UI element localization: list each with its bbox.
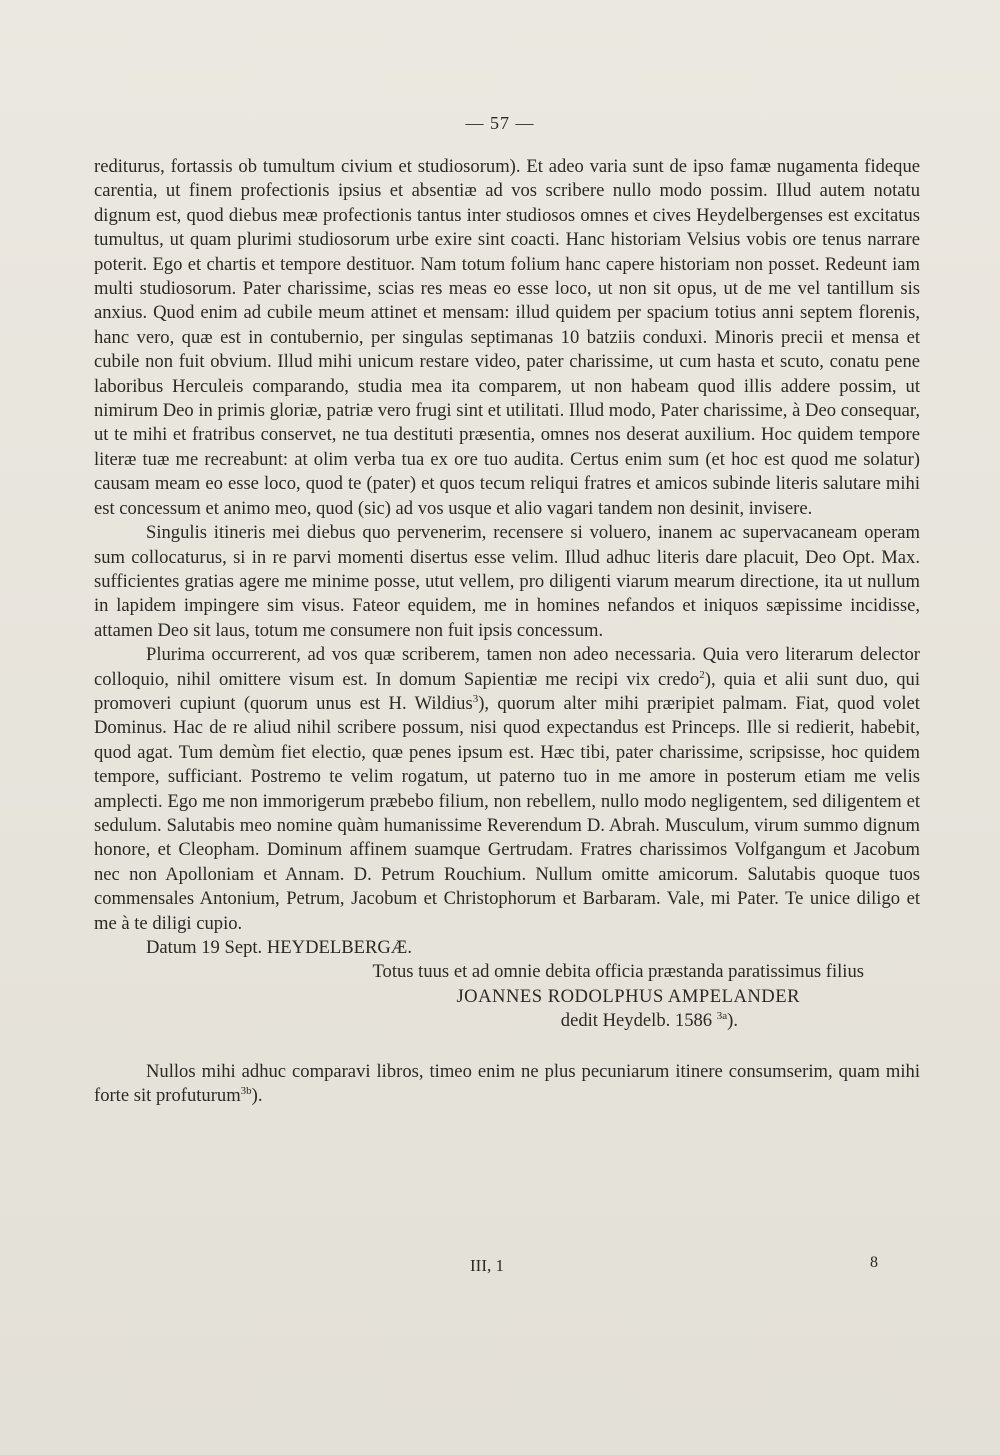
author-name: JOANNES RODOLPHUS AMPELANDER [456, 985, 800, 1007]
signature-block [94, 960, 920, 1033]
paragraph-2: Singulis itineris mei diebus quo pervenerim, recensere si voluero, inanem ac supervacaneam operam sum collocaturus, si in re parvi momenti disertus esse velim. Illud adhuc literis dare placuit, Deo Opt. Max. sufficientes gratias agere me minime posse, utut vellem, pro diligenti viarum mearum directione, ita ut nullum in lapidem impingere sim visus. Fateor equidem, me in homines nefandos et iniquos sæpissime incidisse, attamen Deo sit laus, totum me consumere non fuit ipsis concessum. [94, 522, 920, 641]
letter-date: Datum 19 Sept. HEYDELBERGÆ. [146, 937, 412, 958]
paragraph-1: rediturus, fortassis ob tumultum civium et studiosorum). Et adeo varia sunt de ipso famæ nugamenta fideque carentia, ut finem profectionis ipsius et absentiæ ad vos scribere nullo modo possim. Illud autem notatu dignum est, quod diebus meæ profectionis tantus inter studiosos omnes et cives Heydelbergenses est excitatus tumultus, ut quam plurimi studiosorum urbe exire sint coacti. Hanc historiam Velsius vobis ore tenus narrare poterit. Ego et chartis et tempore destituor. Nam totum folium hanc capere historiam non posset. Redeunt iam multi studiosorum. Pater charissime, scias res meas eo esse loco, ut non sit opus, ut de me vel tantillum sis anxius. Quod enim ad cubile meum attinet et mensam: illud quidem per spacium totius anni septem florenis, hanc vero, quæ est in contubernio, per singulas septimanas 10 batziis conduxi. Minoris precii et mensa et cubile non fuit obvium. Illud mihi unicum restare video, pater charissime, ut cum hasta et scuto, conatu pene laboribus Herculeis comparando, studia mea ita comparem, ut non habeam quod illis addere possim, ut nimirum Deo in primis gloriæ, patriæ vero frugi sint et utilitati. Illud modo, Pater charissime, à Deo consequar, ut te mihi et fratribus conservet, ne tua destituti præsentia, omnes nos deserat auxilium. Hoc quidem tempore literæ tuæ me recreabunt: at olim verba tua ex ore tuo audita. Certus enim sum (et hoc est quod me solatur) causam meam eo esse loco, quod te (pater) et quos tecum reliqui fratres et amicos subinde literis salutare mihi est concessum et animo meo, quod (sic) ad vos usque et alio vagari tandem non desinit, invisere. [94, 156, 920, 519]
page-number: — 57 — [465, 113, 535, 133]
postscript: Nullos mihi adhuc comparavi libros, timeo enim ne plus pecuniarum itinere consumserim, quam mihi forte sit profuturum$^{3b}$). [94, 1060, 920, 1107]
signoff-line: Totus tuus et ad omnie debita officia præstanda paratissimus filius [372, 961, 864, 983]
paragraph-3: Plurima occurrerent, ad vos quæ scriberem, tamen non adeo necessaria. Quia vero literarum delector colloquio, nihil omittere visum est. In domum Sapientiæ me recipi vix credo$^2$), quia et alii sunt duo, qui promoveri cupiunt (quorum unus est H. Wildius$^3$), quorum alter mihi præripiet palmam. Fiat, quod volet Dominus. Hac de re aliud nihil scribere possum, nisi quod expectandus est Princeps. Ille si redierit, habebit, quod agat. Tum demùm fiet electio, quæ penes ipsum est. Hæc tibi, pater charissime, scripsisse, hoc quidem tempore, sufficiant. Postremo te velim rogatum, ut paterno tuo in me amore in posterum etiam me velis amplecti. Ego me non immorigerum præbebo filium, non rebellem, nullo modo negligentem, sed diligentem et sedulum. Salutabis meo nomine quàm humanissime Reverendum D. Abrah. Musculum, virum summo dignum honore, et Cleopham. Dominum affinem suamque Gertrudam. Fratres charissimos Volfgangum et Jacobum nec non Apolloniam et Annam. D. Petrum Rouchium. Nullum omitte amicorum. Salutabis quoque tuos commensales Antonium, Petrum, Jacobum et Christophorum et Barbaram. Vale, mi Pater. Te unice diligo et me à te diligi cupio. [94, 644, 920, 934]
letter-body [94, 155, 920, 1108]
footnote-mark: 2 [699, 668, 705, 681]
signature-mark: III, 1 [470, 1256, 504, 1275]
footnote-mark: 3 [472, 692, 479, 705]
sheet-number: 8 [870, 1254, 878, 1271]
paragraph-3-part-3: quorum alter mihi præripiet palmam. Fiat, quod volet Dominus. Hac de re aliud nihil scribere possum, nisi quod expectandus est Princeps. Ille si redierit, habebit, quod agat. Tum demùm fiet electio, quæ penes ipsum est. Hæc tibi, pater charissime, scripsisse, hoc quidem tempore, sufficiant. Postremo te velim rogatum, ut paterno tuo in me amore in posterum etiam me velis amplecti. Ego me non immorigerum præbebo filium, non rebellem, nullo modo negligentem, sed diligentem et sedulum. Salutabis meo nomine quàm humanissime Reverendum D. Abrah. Musculum, virum summo dignum honore, et Cleopham. Dominum affinem suamque Gertrudam. Fratres charissimos Volfgangum et Jacobum nec non Apolloniam et Annam. D. Petrum Rouchium. Nullum omitte amicorum. Salutabis quoque tuos commensales Antonium, Petrum, Jacobum et Christophorum et Barbaram. Vale, mi Pater. Te unice diligo et me à te diligi cupio. [94, 692, 920, 934]
paragraph-3-part-1: Plurima occurrerent, ad vos quæ scriberem, tamen non adeo necessaria. Quia vero literarum delector colloquio, nihil omittere visum est. In domum Sapientiæ me recipi vix credo [94, 644, 920, 690]
paragraph-3-part-2: quia et alii sunt duo, qui promoveri cupiunt (quorum unus est H. Wildius [94, 668, 920, 714]
footnote-mark: 3b [240, 1084, 252, 1097]
dated-line: dedit Heydelb. 1586 $^{3a}$). [560, 1010, 738, 1032]
footnote-mark: 3a [716, 1010, 728, 1023]
